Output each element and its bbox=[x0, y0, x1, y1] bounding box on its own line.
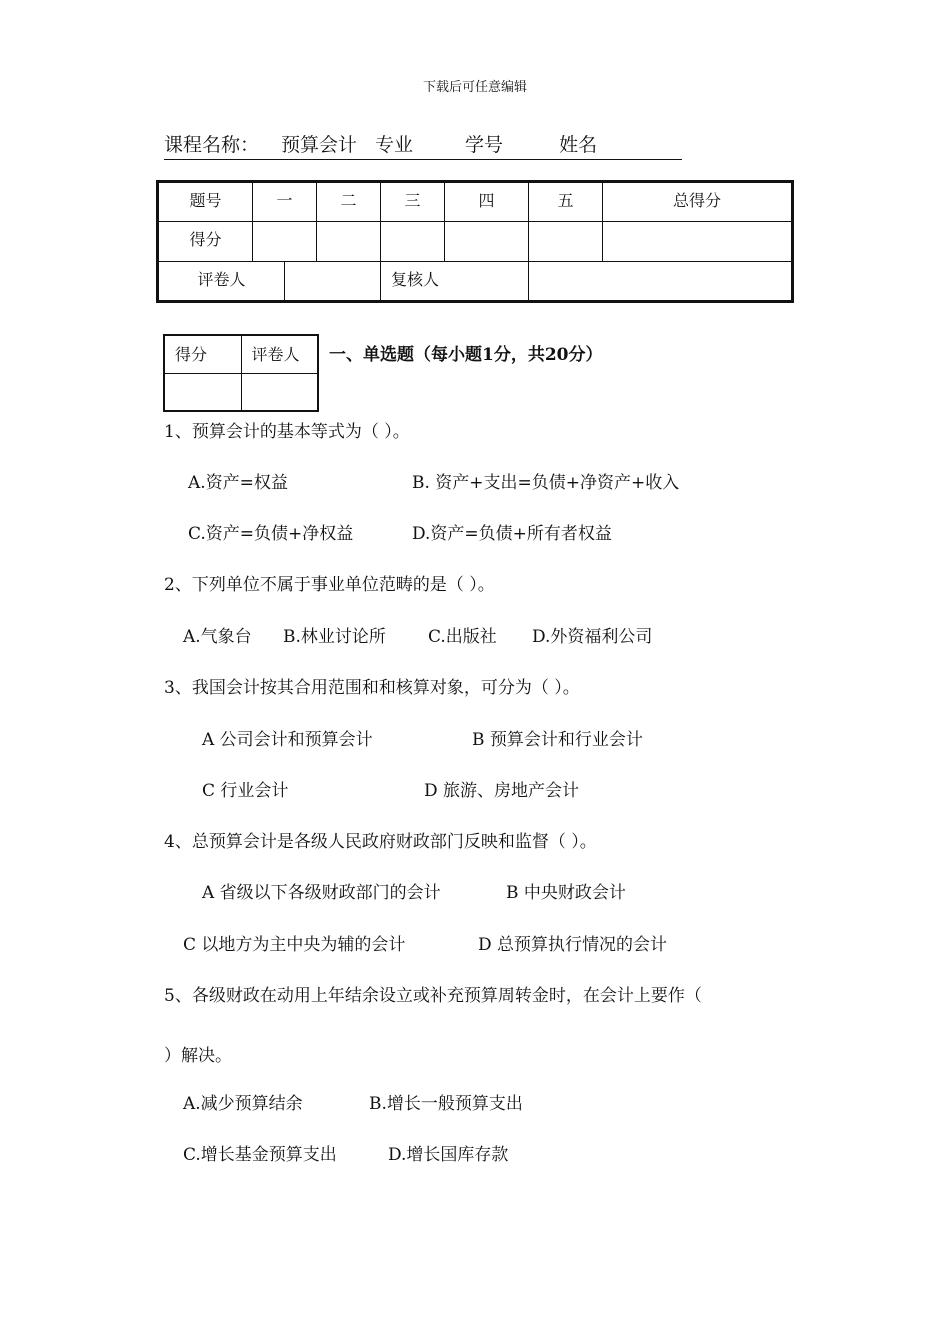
student-name-label: 姓名 bbox=[559, 134, 598, 156]
question-5-option-d: D.增长国库存款 bbox=[388, 1145, 509, 1165]
header-cell-4: 四 bbox=[445, 182, 529, 222]
question-5-stem-line2: ）解决。 bbox=[164, 1046, 232, 1066]
question-4-stem: 4、总预算会计是各级人民政府财政部门反映和监督（ ）。 bbox=[164, 832, 597, 852]
reviewer-label: 复核人 bbox=[381, 262, 529, 302]
score-cell[interactable] bbox=[253, 222, 317, 262]
question-3-option-b: B 预算会计和行业会计 bbox=[472, 730, 643, 750]
question-5-stem-line1: 5、各级财政在动用上年结余设立或补充预算周转金时，在会计上要作（ bbox=[164, 986, 702, 1006]
student-id-label: 学号 bbox=[465, 134, 504, 156]
question-2-stem: 2、下列单位不属于事业单位范畴的是（ ）。 bbox=[164, 575, 495, 595]
question-4-option-c: C 以地方为主中央为辅的会计 bbox=[183, 935, 406, 955]
table-row bbox=[158, 222, 793, 262]
table-row bbox=[158, 182, 793, 222]
question-2-option-b: B.林业讨论所 bbox=[283, 627, 386, 647]
question-5-option-c: C.增长基金预算支出 bbox=[183, 1145, 337, 1165]
question-5-option-a: A.减少预算结余 bbox=[183, 1094, 303, 1114]
question-2-option-d: D.外资福利公司 bbox=[532, 627, 653, 647]
box-grader-label: 评卷人 bbox=[241, 335, 318, 373]
question-4-option-a: A 省级以下各级财政部门的会计 bbox=[202, 883, 441, 903]
section-score-box bbox=[163, 334, 319, 412]
table-row bbox=[164, 335, 318, 373]
box-score-label: 得分 bbox=[164, 335, 241, 373]
score-cell[interactable] bbox=[529, 222, 603, 262]
header-cell-1: 一 bbox=[253, 182, 317, 222]
table-row bbox=[158, 262, 793, 302]
grader-label: 评卷人 bbox=[158, 262, 285, 302]
box-grader-cell[interactable] bbox=[241, 373, 318, 411]
question-2-option-c: C.出版社 bbox=[428, 627, 497, 647]
score-row-label: 得分 bbox=[158, 222, 253, 262]
question-2-option-a: A.气象台 bbox=[183, 627, 252, 647]
table-row bbox=[164, 373, 318, 411]
box-score-cell[interactable] bbox=[164, 373, 241, 411]
header-cell-total: 总得分 bbox=[603, 182, 793, 222]
question-4-option-b: B 中央财政会计 bbox=[506, 883, 626, 903]
score-table bbox=[156, 180, 794, 303]
header-cell-5: 五 bbox=[529, 182, 603, 222]
question-1-option-a: A.资产=权益 bbox=[188, 473, 288, 493]
score-cell-total[interactable] bbox=[603, 222, 793, 262]
question-1-stem: 1、预算会计的基本等式为（ ）。 bbox=[164, 422, 410, 442]
course-label: 课程名称： bbox=[164, 134, 260, 156]
watermark-text: 下载后可任意编辑 bbox=[422, 80, 527, 95]
question-3-option-c: C 行业会计 bbox=[202, 781, 289, 801]
header-cell-3: 三 bbox=[381, 182, 445, 222]
question-5-option-b: B.增长一般预算支出 bbox=[369, 1094, 523, 1114]
header-cell-question-number: 题号 bbox=[158, 182, 253, 222]
question-1-option-b: B. 资产+支出=负债+净资产+收入 bbox=[412, 473, 680, 493]
question-1-option-d: D.资产=负债+所有者权益 bbox=[412, 524, 612, 544]
question-4-option-d: D 总预算执行情况的会计 bbox=[478, 935, 668, 955]
question-3-option-a: A 公司会计和预算会计 bbox=[202, 730, 373, 750]
question-3-stem: 3、我国会计按其合用范围和和核算对象，可分为（ ）。 bbox=[164, 678, 580, 698]
section-title: 一、单选题（每小题1分，共20分） bbox=[329, 345, 603, 365]
score-cell[interactable] bbox=[317, 222, 381, 262]
course-header bbox=[164, 130, 682, 160]
question-1-option-c: C.资产=负债+净权益 bbox=[188, 524, 354, 544]
score-cell[interactable] bbox=[445, 222, 529, 262]
major-label: 专业 bbox=[375, 134, 414, 156]
question-3-option-d: D 旅游、房地产会计 bbox=[424, 781, 580, 801]
grader-cell[interactable] bbox=[285, 262, 381, 302]
header-cell-2: 二 bbox=[317, 182, 381, 222]
course-name: 预算会计 bbox=[281, 134, 358, 156]
reviewer-cell[interactable] bbox=[529, 262, 793, 302]
score-cell[interactable] bbox=[381, 222, 445, 262]
